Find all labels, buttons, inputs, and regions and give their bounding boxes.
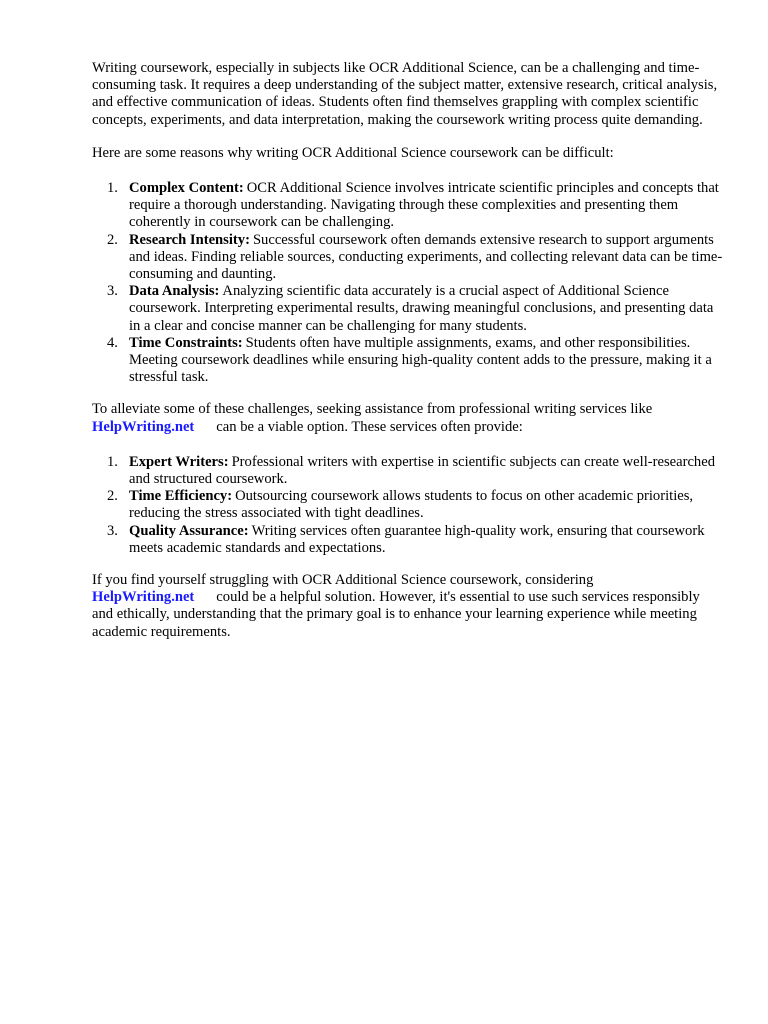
list-item	[92, 335, 724, 387]
list-item-text: Successful coursework often demands extensive research to support arguments and ideas. Finding reliable sources, conducting experiments, and collecting relevant data can be time-consuming and daunting.	[129, 231, 723, 283]
list-item	[92, 232, 724, 284]
reasons-intro-paragraph: Here are some reasons why writing OCR Additional Science coursework can be difficult:	[92, 144, 614, 161]
list-item-number: 3.	[107, 522, 118, 539]
helpwriting-link[interactable]: HelpWriting.net	[92, 418, 195, 435]
list-item-text: Writing services often guarantee high-quality work, ensuring that coursework meets academic standards and expectations.	[129, 522, 705, 556]
conclusion-text-end: could be a helpful solution. However, it's essential to use such services responsibly and ethically, understanding that the primary goal is to enhance your learning experience while meeting academic requirements.	[92, 589, 700, 640]
list-item-term: Complex Content:	[129, 180, 244, 197]
conclusion-paragraph	[92, 572, 724, 641]
helpwriting-link[interactable]: HelpWriting.net	[92, 589, 195, 606]
list-item	[92, 283, 724, 335]
list-item-number: 4.	[107, 334, 118, 351]
list-item-term: Quality Assurance:	[129, 522, 249, 539]
services-intro-paragraph	[92, 401, 724, 435]
list-item-text: Students often have multiple assignments, exams, and other responsibilities. Meeting coursework deadlines while ensuring high-quality content adds to the pressure, making it a stressful task.	[129, 334, 712, 386]
list-item-number: 2.	[107, 231, 118, 248]
list-item-term: Expert Writers:	[129, 453, 229, 470]
list-item	[92, 488, 724, 522]
list-item-text: Outsourcing coursework allows students to focus on other academic priorities, reducing the stress associated with tight deadlines.	[129, 488, 694, 522]
services-list	[92, 454, 724, 557]
list-item-text: OCR Additional Science involves intricate scientific principles and concepts that require a thorough understanding. Navigating through these complexities and presenting them coherently in coursework can be challenging.	[129, 180, 719, 231]
list-item-term: Time Efficiency:	[129, 488, 233, 505]
conclusion-text-start: If you find yourself struggling with OCR Additional Science coursework, considering	[92, 572, 594, 589]
list-item-number: 2.	[107, 488, 118, 505]
list-item	[92, 523, 724, 557]
services-intro-text-start: To alleviate some of these challenges, seeking assistance from professional writing services like	[92, 401, 653, 418]
list-item-number: 1.	[107, 180, 118, 197]
services-intro-text-end: can be a viable option. These services often provide:	[216, 418, 523, 435]
list-item-text: Analyzing scientific data accurately is a crucial aspect of Additional Science coursework. Interpreting experimental results, drawing meaningful conclusions, and presenting data in a clear and concise manner can be challenging for many students.	[129, 283, 714, 334]
list-item-number: 3.	[107, 283, 118, 300]
list-item-text: Professional writers with expertise in scientific subjects can create well-researched and structured coursework.	[129, 453, 715, 488]
list-item-number: 1.	[107, 453, 118, 470]
intro-paragraph: Writing coursework, especially in subjects like OCR Additional Science, can be a challenging and time-consuming task. It requires a deep understanding of the subject matter, extensive research, critical analysis, and effective communication of ideas. Students often find themselves grappling with complex scientific concepts, experiments, and data interpretation, making the coursework writing process quite demanding.	[92, 60, 718, 128]
list-item-term: Time Constraints:	[129, 334, 243, 351]
list-item-term: Research Intensity:	[129, 231, 250, 248]
list-item	[92, 180, 724, 232]
difficulties-list	[92, 180, 724, 386]
list-item-term: Data Analysis:	[129, 283, 220, 300]
list-item	[92, 454, 724, 488]
